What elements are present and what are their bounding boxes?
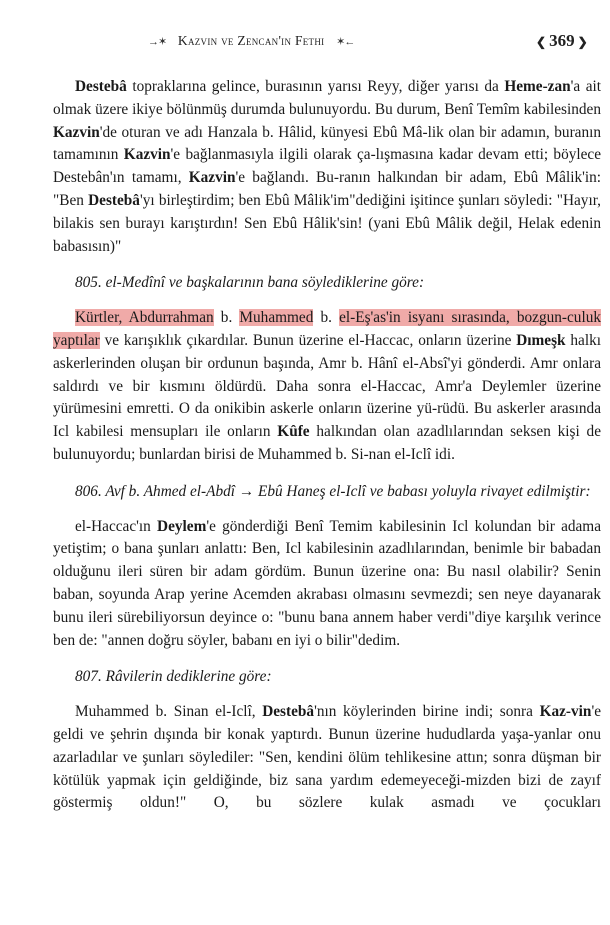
text-run: 'e bağlanmasıyla ilgili olarak ça-lışmasına kadar devam etti; böylece Destebân'ın tamamı, (53, 146, 602, 187)
text-run: halkından olan azadlılarından seksen kişi de bulunuyordu; bunlardan birisi de Muhammed b. Si-nan el-Iclî idi. (53, 423, 601, 463)
paragraph-806 (53, 516, 601, 653)
section-heading-807: 807. Râvilerin dediklerine göre: (75, 668, 272, 686)
paragraph-805 (53, 307, 601, 467)
paragraph-destebâ (53, 76, 601, 258)
page-ornament-right-icon: ❯ (577, 35, 588, 49)
running-title: Kazvin ve Zencan'ın Fethi (177, 33, 325, 48)
section-heading-806: 806. Avf b. Ahmed el-Abdî → Ebû Haneş el-Iclî ve babası yoluyla rivayet edilmiştir: (75, 482, 591, 500)
text-run: 'yı birleştirdim; ben Ebû Mâlik'im"dediğini işitince şunları söyledi: "Hayır, bilakis sen burayı karıştırdın! Sen Ebû Hâlik'sin! (yani Ebû Mâlik değil, Helak edenin babasısın)" (53, 191, 601, 255)
highlighted-text[interactable]: Kürtler, Abdurrahman (75, 309, 214, 327)
text-run: 'nın köylerinden birine indi; sonra (314, 703, 540, 721)
text-run: Muhammed b. Sinan el-Iclî, (75, 703, 263, 721)
left-ornament-icon: →✶ (148, 36, 167, 48)
text-run: 'de oturan ve adı Hanzala b. Hâlid, künyesi Ebû Mâ-lik olan bir adamın, buranın tamamının (53, 123, 601, 164)
highlighted-text[interactable]: el-Eş'as'in isyanı sırasında, bozgun-culuk yaptılar (53, 309, 601, 349)
text-run: halkı askerlerinden oluşan bir ordunun başında, Amr b. Hânî el-Absî'yi gönderdi. Amr onlara saldırdı ve bir kısmını öldürdü. Daha sonra el-Haccac, Amr'a Deylemler üzerine yürümesini emretti. O da onikibin askerle onların üzerine yü-rüdü. Bu askerler arasında Icl kabilesi mensupları ile onların (53, 331, 601, 441)
page-number: 369 (549, 31, 575, 50)
bold-term: Kazvin (188, 169, 236, 187)
page-ornament-left-icon: ❮ (536, 35, 547, 49)
paragraph-807 (53, 701, 601, 815)
bold-term: Destebâ (262, 703, 315, 721)
bold-term: Kaz-vin (539, 703, 592, 721)
running-head (140, 33, 362, 49)
page-number-block (533, 31, 591, 51)
page-header (0, 33, 610, 57)
text-run: ve karışıklık çıkardılar. Bunun üzerine el-Haccac, onların üzerine (99, 331, 517, 349)
page-body (53, 76, 601, 815)
section-heading-805: 805. el-Medînî ve başkalarının bana söylediklerine göre: (75, 274, 425, 292)
bold-term: Kazvin (53, 123, 100, 141)
text-run: b. (213, 309, 240, 327)
text-run: 'a ait olmak üzere ikiye bölünmüş durumda bulunuyordu. Bu durum, Benî Temîm kabilesinden (53, 78, 601, 118)
bold-term: Destebâ (75, 78, 127, 95)
text-run: topraklarına gelince, burasının yarısı Reyy, diğer yarısı da (126, 78, 505, 95)
right-ornament-icon: ✶← (336, 36, 355, 48)
bold-term: Kazvin (123, 146, 171, 164)
highlighted-text[interactable]: Muhammed (239, 309, 314, 327)
bold-term: Destebâ (88, 191, 140, 209)
bold-term: Heme-zan (504, 78, 571, 95)
text-run: 'e geldi ve şehrin dışında bir konak yaptırdı. Bunun üzerine hududlarda yaşa-yanlar onu azarladılar ve şunları söylediler: "Sen, kendini ölüm tehlikesine attın; sonra düşman bir kötülük yapmak için geldiğinde, biz sana yardım edemeyeceği-mizden bizi de zayıf göstermiş oldun!" O, bu sözlere kulak asmadı ve çocukları (53, 703, 601, 812)
text-run: 'e bağlandı. Bu-ranın halkından bir adam, Ebû Mâlik'in: "Ben (53, 169, 601, 209)
text-run: el-Haccac'ın (75, 517, 158, 535)
bold-term: Deylem (157, 517, 207, 535)
text-run: 'e gönderdiği Benî Temim kabilesinin Icl kolundan bir adama yetiştim; o bana şunları anlattı: Ben, Icl kabilesinin azadlılarından, benimle bir babadan olduğunu ileri süren bir adam gördüm. Bunun üzerine ona: Bu nasıl olabilir? Senin baban, soyunda Arap yerine Acemden akrabası olmasını sevmezdi; sen neye dayanarak bunu ileri sürebiliyorsun deyince o: "bunu bana annem haber verdi"diye karşılık verince ben de: "annen doğru söyler, babanı en iyi o bilir"dedim. (53, 517, 601, 649)
text-run: b. (313, 309, 340, 327)
bold-term: Dımeşk (516, 331, 566, 349)
bold-term: Kûfe (277, 423, 310, 441)
